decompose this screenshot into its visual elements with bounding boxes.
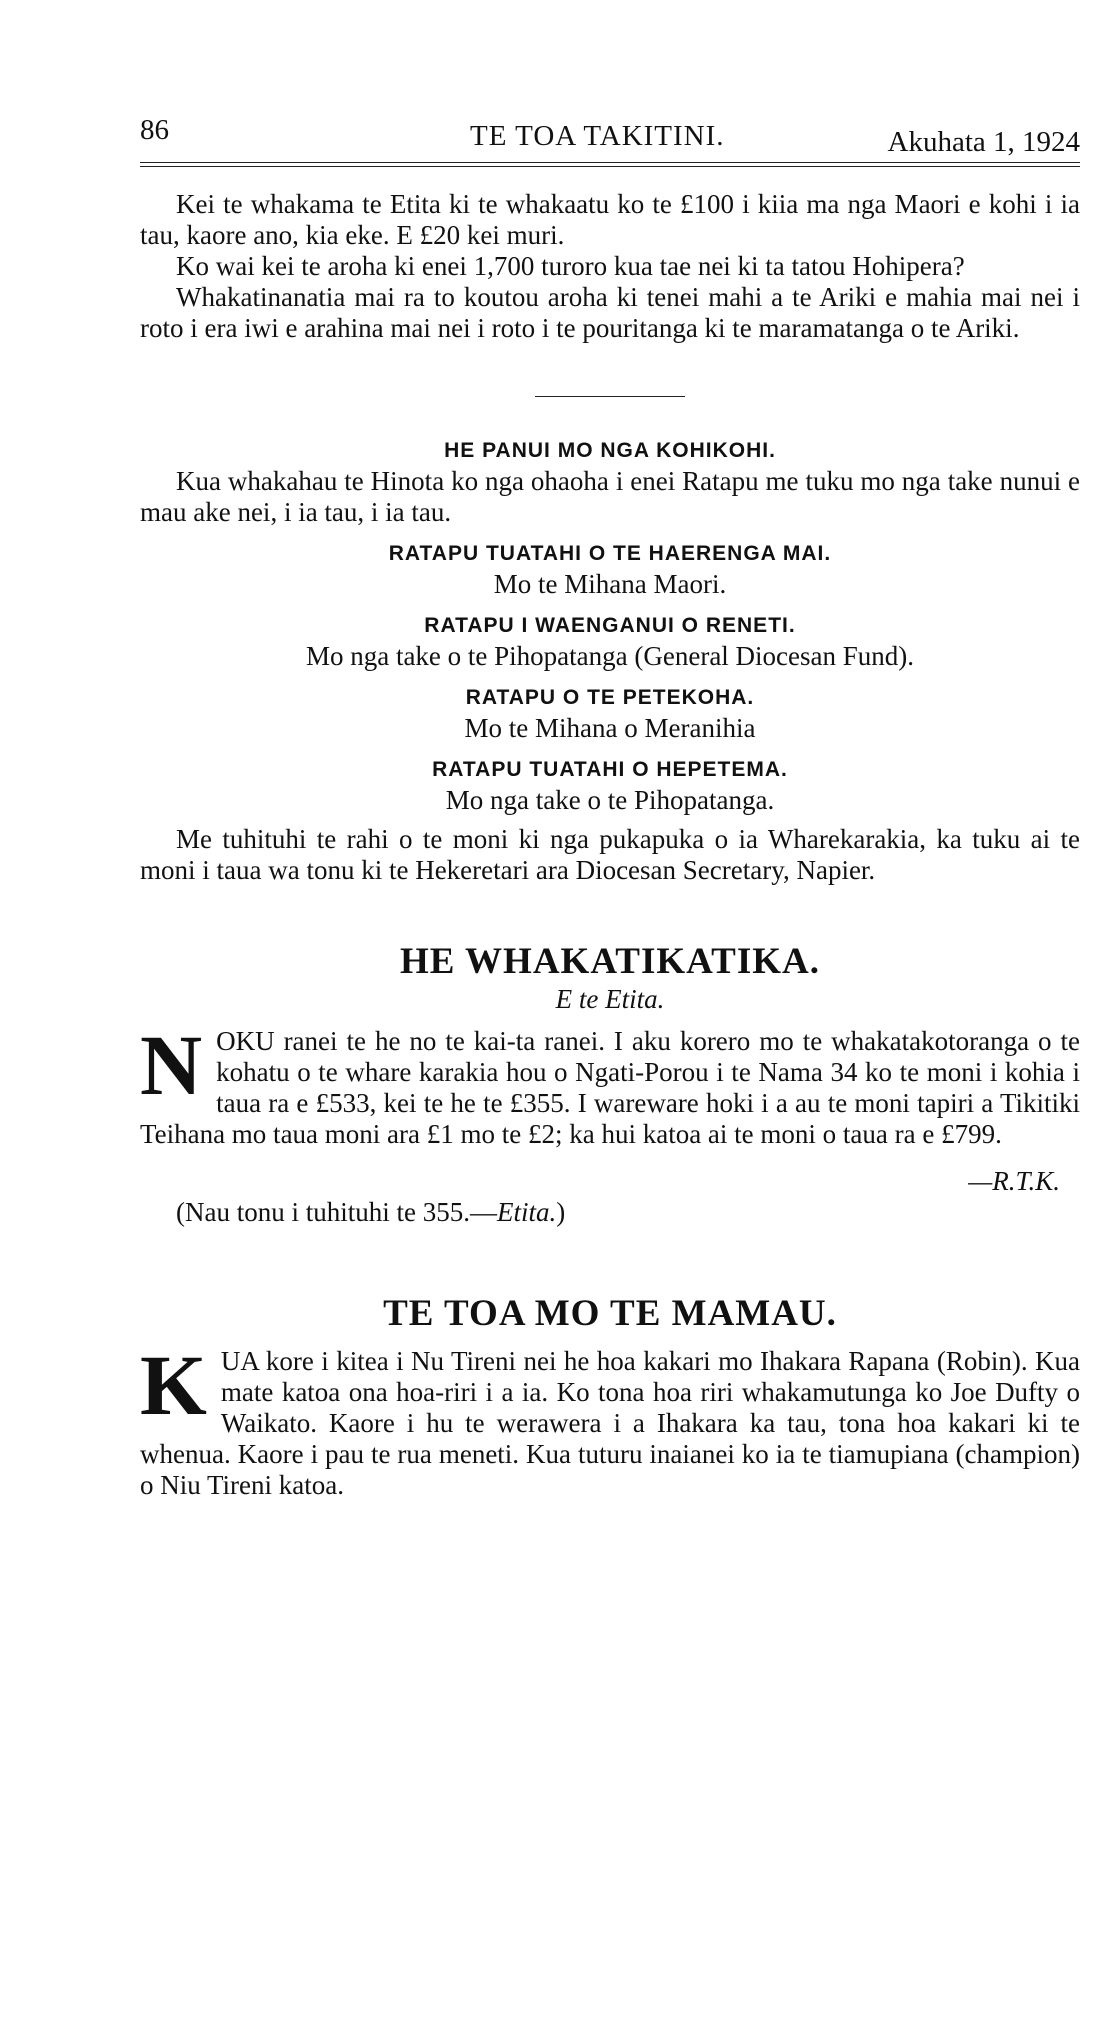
correction-article bbox=[140, 1017, 1080, 1228]
panui-heading: HE PANUI MO NGA KOHIKOHI. bbox=[444, 439, 776, 462]
issue-date: Akuhata 1, 1924 bbox=[887, 126, 1080, 158]
intro-paragraph-2: Ko wai kei te aroha ki enei 1,700 turoro kua tae nei ki ta tatou Hohipera? bbox=[176, 251, 965, 281]
drop-cap-k: K bbox=[140, 1337, 207, 1433]
sunday-heading-4: RATAPU TUATAHI O HEPETEMA. bbox=[432, 758, 788, 781]
editor-note-italic: Etita. bbox=[496, 1197, 557, 1227]
document-page bbox=[140, 112, 1080, 1501]
sunday-text-2: Mo nga take o te Pihopatanga (General Diocesan Fund). bbox=[305, 641, 915, 671]
champion-body: UA kore i kitea i Nu Tireni nei he hoa kakari mo Ihakara Rapana (Robin). Kua mate katoa ona hoa-riri i a ia. Ko tona hoa riri whakamutunga ko Joe Dufty o Waikato. Kaore i hu te werawera i a Ihakara ka tau, tona hoa kakari ki te whenua. Kaore i pau te rua meneti. Kua tuturu inaianei ko ia te tiamupiana (champion) o Niu Tireni katoa. bbox=[140, 1346, 1080, 1500]
correction-body: OKU ranei te he no te kai-ta ranei. I aku korero mo te whakatakotoranga o te kohatu o te whare karakia hou o Ngati-Porou i te Nama 34 ko te moni i kohia i taua ra e £533, kei te he te £355. I wareware hoki i a au te moni tapiri a Tikitiki Teihana mo taua moni ara £1 mo te £2; ka hui katoa ai te moni o taua ra e £799. bbox=[140, 1026, 1080, 1149]
panui-closing: Me tuhituhi te rahi o te moni ki nga pukapuka o ia Wharekarakia, ka tuku ai te moni i taua wa tonu ki te Hekeretari ara Diocesan Secretary, Napier. bbox=[140, 824, 1080, 885]
publication-title: TE TOA TAKITINI. bbox=[470, 120, 725, 152]
section-divider bbox=[535, 396, 685, 397]
editor-note-suffix: ) bbox=[556, 1197, 566, 1227]
sunday-text-1: Mo te Mihana Maori. bbox=[493, 569, 727, 599]
sunday-heading-3: RATAPU O TE PETEKOHA. bbox=[465, 686, 755, 709]
intro-paragraph-3: Whakatinanatia mai ra to koutou aroha ki tenei mahi a te Ariki e mahia mai nei i roto i era iwi e arahina mai nei i roto i te pouritanga ki te maramatanga o te Ariki. bbox=[140, 282, 1080, 343]
sunday-heading-1: RATAPU TUATAHI O TE HAERENGA MAI. bbox=[388, 542, 832, 565]
sunday-text-3: Mo te Mihana o Meranihia bbox=[464, 713, 756, 743]
editor-note-prefix: (Nau tonu i tuhituhi te 355.— bbox=[176, 1197, 497, 1227]
sunday-heading-2: RATAPU I WAENGANUI O RENETI. bbox=[424, 614, 796, 637]
panui-intro: Kua whakahau te Hinota ko nga ohaoha i enei Ratapu me tuku mo nga take nunui e mau ake nei, i ia tau, i ia tau. bbox=[140, 466, 1080, 527]
correction-signature: —R.T.K. bbox=[968, 1166, 1060, 1196]
correction-heading: HE WHAKATIKATIKA. bbox=[400, 941, 820, 982]
header-rule-bottom bbox=[140, 166, 1080, 167]
header-rule-top bbox=[140, 162, 1080, 163]
champion-article bbox=[140, 1337, 1080, 1501]
champion-heading: TE TOA MO TE MAMAU. bbox=[383, 1293, 837, 1334]
sunday-text-4: Mo nga take o te Pihopatanga. bbox=[445, 785, 775, 815]
editor-note bbox=[140, 1197, 1080, 1228]
intro-paragraph-1: Kei te whakama te Etita ki te whakaatu ko te £100 i kiia ma nga Maori e kohi i ia tau, kaore ano, kia eke. E £20 kei muri. bbox=[140, 189, 1080, 250]
correction-byline: E te Etita. bbox=[555, 984, 665, 1014]
page-number: 86 bbox=[140, 114, 169, 146]
page-header bbox=[140, 112, 1080, 158]
drop-cap-n: N bbox=[140, 1017, 203, 1113]
